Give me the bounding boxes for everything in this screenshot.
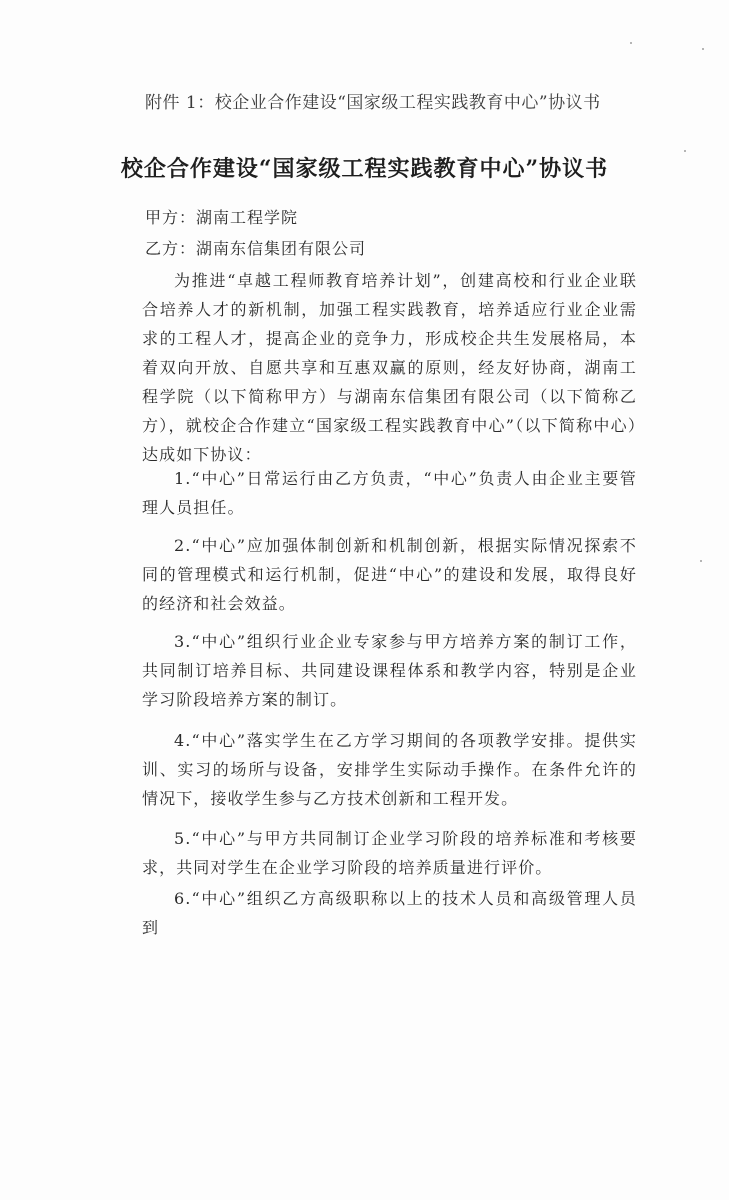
party-a: 甲方：湖南工程学院 bbox=[145, 208, 299, 227]
intro-paragraph: 为推进“卓越工程师教育培养计划”，创建高校和行业企业联合培养人才的新机制，加强工程实践教育，培养适应行业企业需求的工程人才，提高企业的竞争力，形成校企共生发展格局，本着双向开放、自愿共享和互惠双赢的原则，经友好协商，湖南工程学院（以下简称甲方）与湖南东信集团有限公司（以下简称乙方），就校企合作建立“国家级工程实践教育中心”（以下简称中心）达成如下协议： bbox=[142, 271, 637, 464]
clause-1: 1.“中心”日常运行由乙方负责，“中心”负责人由企业主要管理人员担任。 bbox=[142, 469, 637, 517]
document-title: 校企合作建设“国家级工程实践教育中心”协议书 bbox=[120, 156, 609, 182]
clause-2: 2.“中心”应加强体制创新和机制创新，根据实际情况探索不同的管理模式和运行机制，促进“中心”的建设和发展，取得良好的经济和社会效益。 bbox=[142, 536, 637, 613]
clause-6: 6.“中心”组织乙方高级职称以上的技术人员和高级管理人员到 bbox=[142, 889, 637, 937]
clause-5: 5.“中心”与甲方共同制订企业学习阶段的培养标准和考核要求，共同对学生在企业学习阶段的培养质量进行评价。 bbox=[142, 829, 637, 877]
clause-3: 3.“中心”组织行业企业专家参与甲方培养方案的制订工作，共同制订培养目标、共同建设课程体系和教学内容，特别是企业学习阶段培养方案的制订。 bbox=[142, 632, 637, 709]
party-b: 乙方：湖南东信集团有限公司 bbox=[145, 239, 367, 258]
attachment-label: 附件 1：校企业合作建设“国家级工程实践教育中心”协议书 bbox=[145, 93, 601, 113]
clause-4: 4.“中心”落实学生在乙方学习期间的各项教学安排。提供实训、实习的场所与设备，安排学生实际动手操作。在条件允许的情况下，接收学生参与乙方技术创新和工程开发。 bbox=[142, 731, 637, 808]
